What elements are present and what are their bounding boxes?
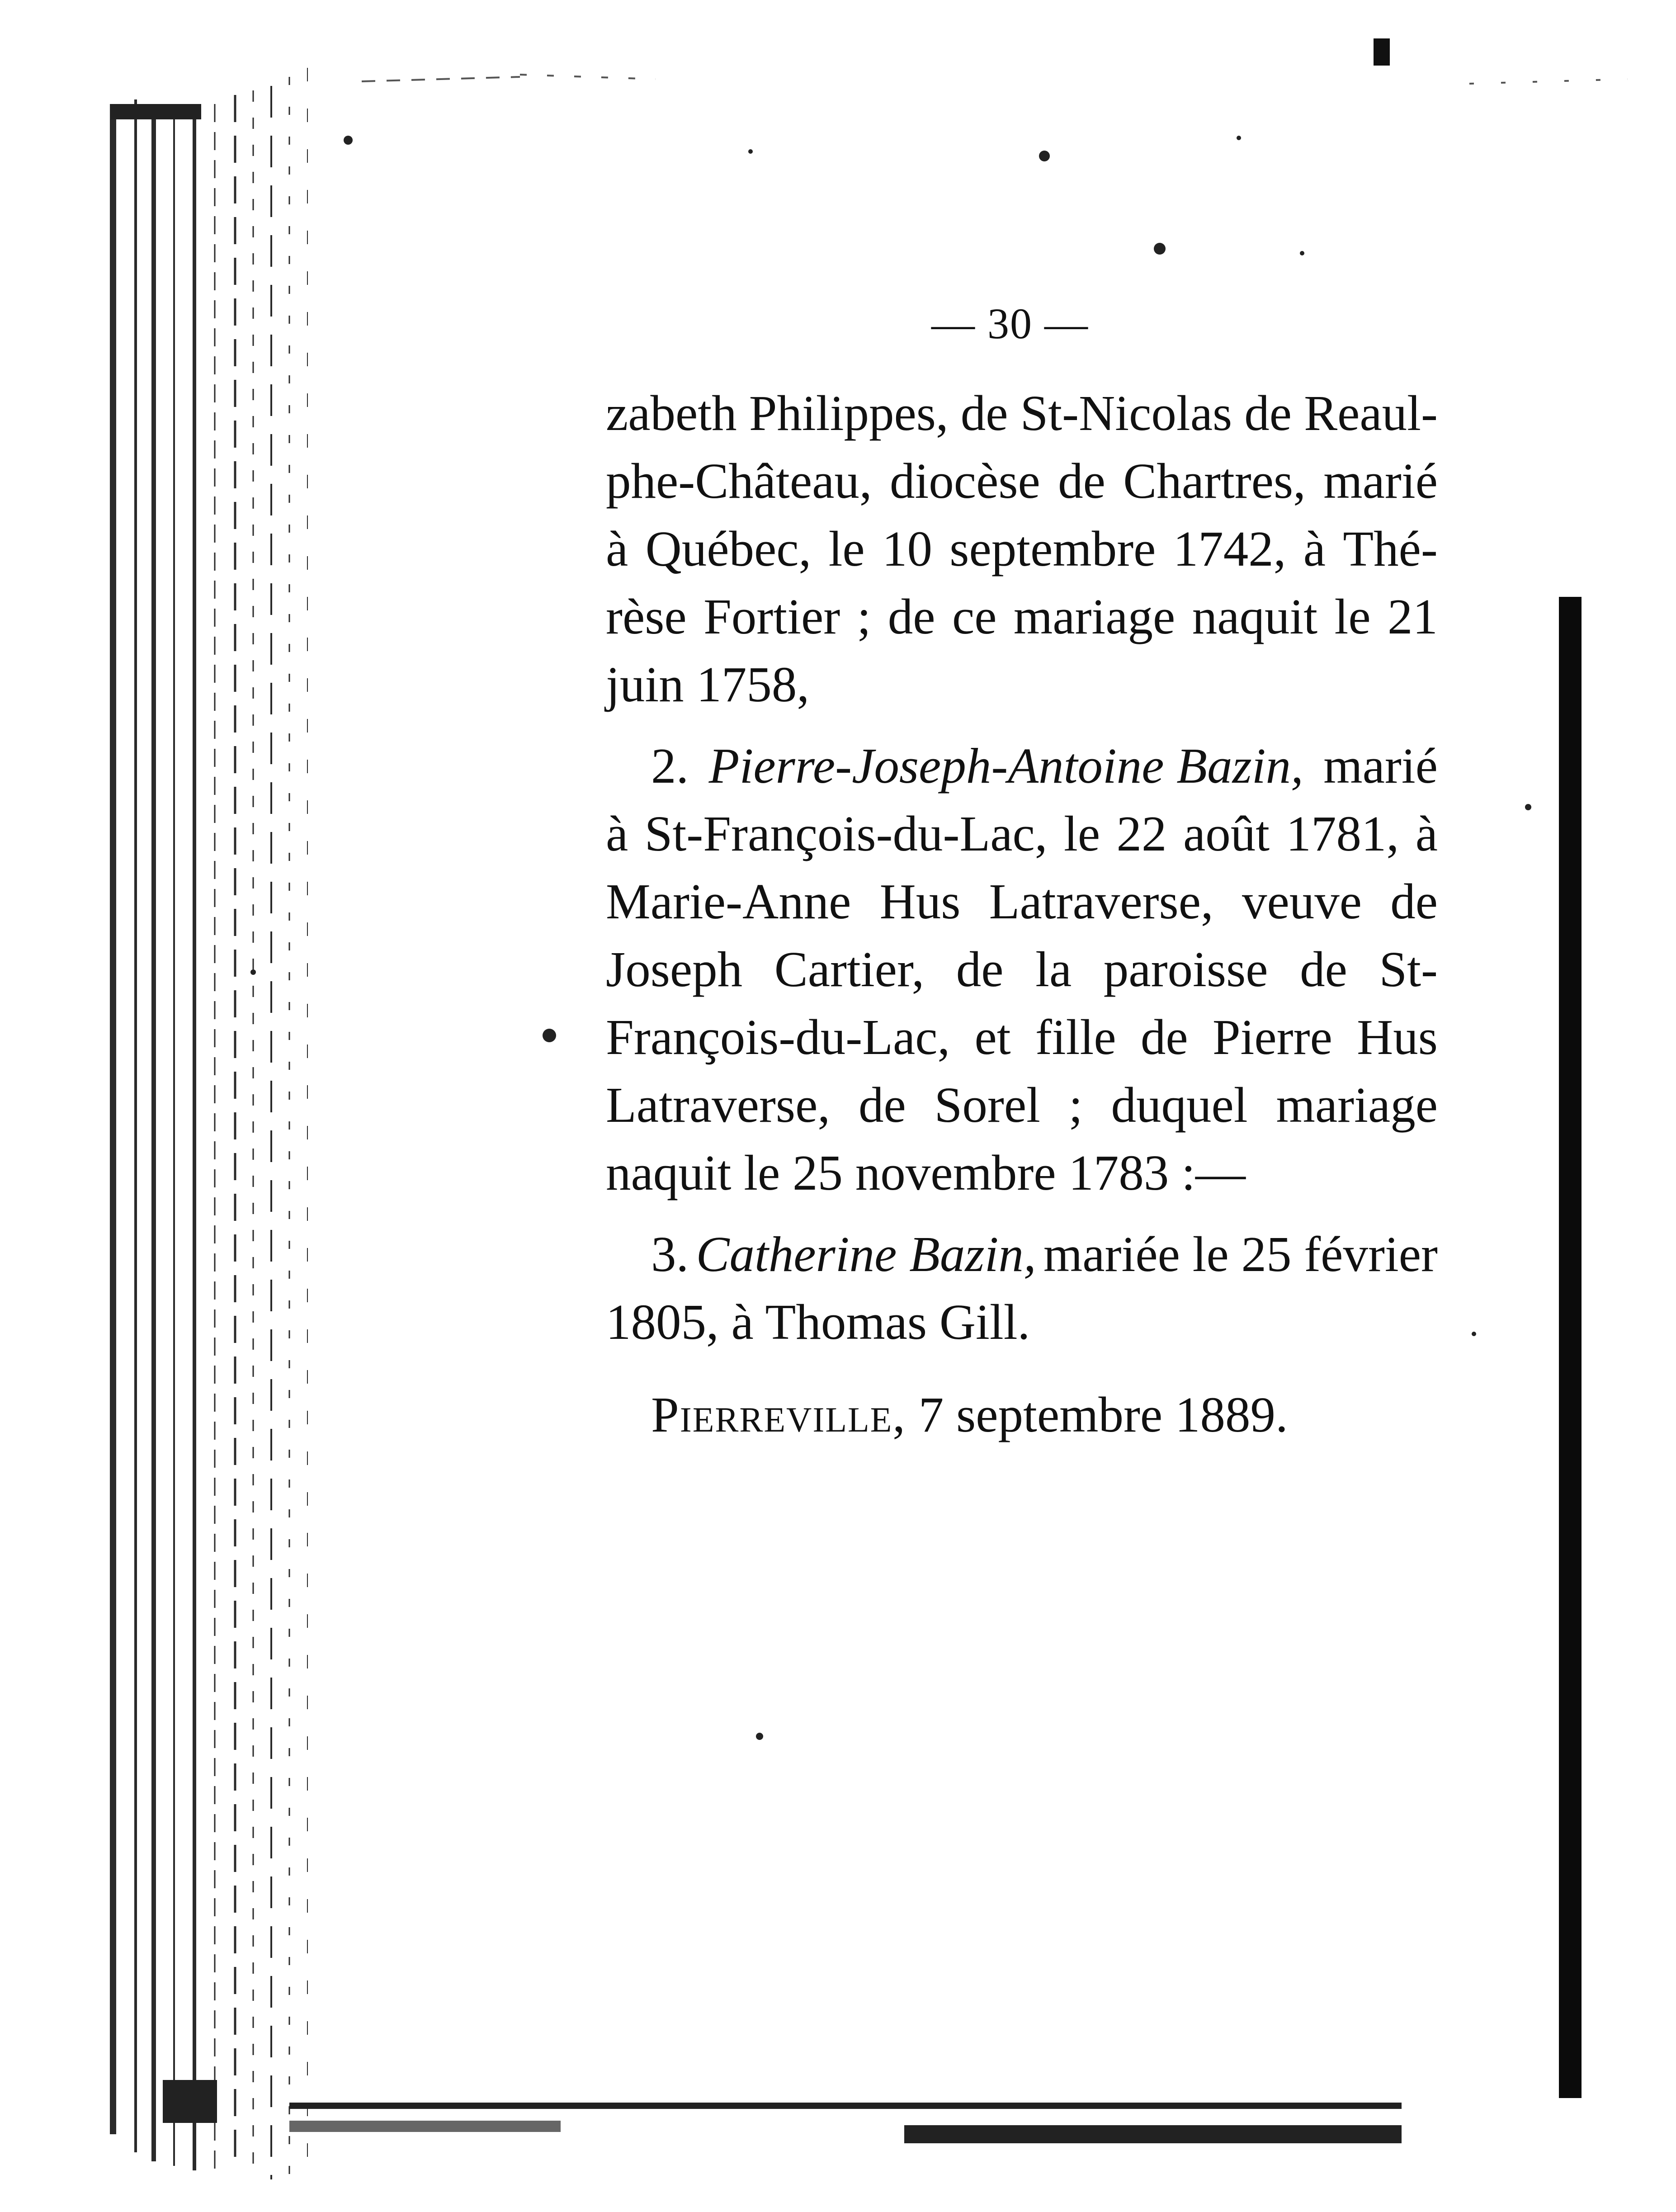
person-name: Pierre-Joseph-Antoine Bazin, [708, 738, 1303, 794]
word: Chartres, [1123, 454, 1306, 509]
top-edge-noise [362, 75, 1628, 84]
word: ; [1068, 1078, 1083, 1133]
right-black-bar [1559, 597, 1582, 2098]
word: diocèse [889, 454, 1040, 509]
text-line [606, 800, 1438, 868]
word: de [960, 386, 1008, 441]
word: naquit [1192, 589, 1318, 645]
word: phe-Château, [606, 454, 872, 509]
word: St- [1379, 942, 1438, 997]
word: mariage [1276, 1078, 1438, 1133]
word: septembre [949, 521, 1156, 577]
word: Pierre [1212, 1010, 1332, 1065]
text-line [606, 515, 1438, 583]
person-name: Catherine Bazin, [696, 1227, 1036, 1282]
word: Fortier [703, 589, 840, 645]
word: de [956, 942, 1004, 997]
word: François-du-Lac, [606, 1010, 950, 1065]
entry-first-line-rest: mariée le 25 février [1043, 1227, 1438, 1282]
signature-place: Pierreville, [651, 1387, 906, 1443]
paragraph-3 [606, 1221, 1438, 1357]
text-line: juin 1758, [606, 657, 810, 713]
word: 10 [882, 521, 932, 577]
word: 1781, [1286, 806, 1399, 862]
word: à [606, 521, 628, 577]
word: Thé- [1343, 521, 1438, 577]
word: Latraverse, [989, 874, 1213, 930]
top-left-edge-block [111, 104, 201, 119]
word: fille [1035, 1010, 1116, 1065]
word: marié [1323, 454, 1438, 509]
word: rèse [606, 589, 687, 645]
word: 22 [1116, 806, 1167, 862]
word: mariage [1013, 589, 1176, 645]
word: de [1300, 942, 1347, 997]
word: le [1063, 806, 1100, 862]
word: à [1303, 521, 1326, 577]
text-line [606, 936, 1438, 1004]
entry-number: 2. [651, 738, 689, 794]
word: 21 [1388, 589, 1438, 645]
word: à [1415, 806, 1438, 862]
paragraph-2 [606, 733, 1438, 1207]
signature-line [606, 1381, 1438, 1449]
word: Reaul- [1304, 386, 1438, 441]
text-line [606, 1221, 1438, 1289]
signature-date: 7 septembre 1889. [918, 1387, 1288, 1443]
word: paroisse [1103, 942, 1268, 997]
word: 1742, [1173, 521, 1286, 577]
word: la [1035, 942, 1072, 997]
page-number: — 30 — [931, 299, 1089, 348]
word: St-Nicolas [1020, 386, 1232, 441]
word: Latraverse, [606, 1078, 831, 1133]
text-line [606, 380, 1438, 448]
word: veuve [1242, 874, 1362, 930]
word: Hus [879, 874, 961, 930]
text-line [606, 1072, 1438, 1139]
paragraph-1 [606, 380, 1438, 719]
left-page-edge [113, 68, 307, 2184]
text-line [606, 733, 1438, 800]
word: de [888, 589, 935, 645]
word: de [1390, 874, 1438, 930]
text-line [606, 448, 1438, 515]
word: de [1058, 454, 1105, 509]
word: duquel [1111, 1078, 1248, 1133]
text-line [606, 1004, 1438, 1072]
text-line: naquit le 25 novembre 1783 :— [606, 1145, 1246, 1201]
word: Joseph [606, 942, 743, 997]
text-line: 1805, à Thomas Gill. [606, 1295, 1030, 1350]
word: août [1183, 806, 1270, 862]
top-right-mark [1374, 38, 1390, 66]
word: le [828, 521, 865, 577]
word: zabeth [606, 386, 737, 441]
word: et [974, 1010, 1011, 1065]
entry-number: 3. [651, 1227, 689, 1282]
word: St-François-du-Lac, [644, 806, 1048, 862]
bottom-edge [289, 2103, 1402, 2143]
bottom-left-edge-block [163, 2080, 217, 2123]
page-body [606, 380, 1438, 1449]
word: ; [857, 589, 871, 645]
word: à [606, 806, 628, 862]
word: de [1140, 1010, 1188, 1065]
word: le [1334, 589, 1371, 645]
word: de [1244, 386, 1292, 441]
word: Philippes, [749, 386, 949, 441]
word: ce [952, 589, 997, 645]
word: Cartier, [774, 942, 925, 997]
text-line [606, 868, 1438, 936]
word: de [858, 1078, 906, 1133]
entry-first-line-rest: marié [1323, 738, 1438, 794]
word: Hus [1357, 1010, 1438, 1065]
word: Sorel [934, 1078, 1040, 1133]
word: Québec, [645, 521, 812, 577]
word: Marie-Anne [606, 874, 851, 930]
text-line [606, 583, 1438, 651]
